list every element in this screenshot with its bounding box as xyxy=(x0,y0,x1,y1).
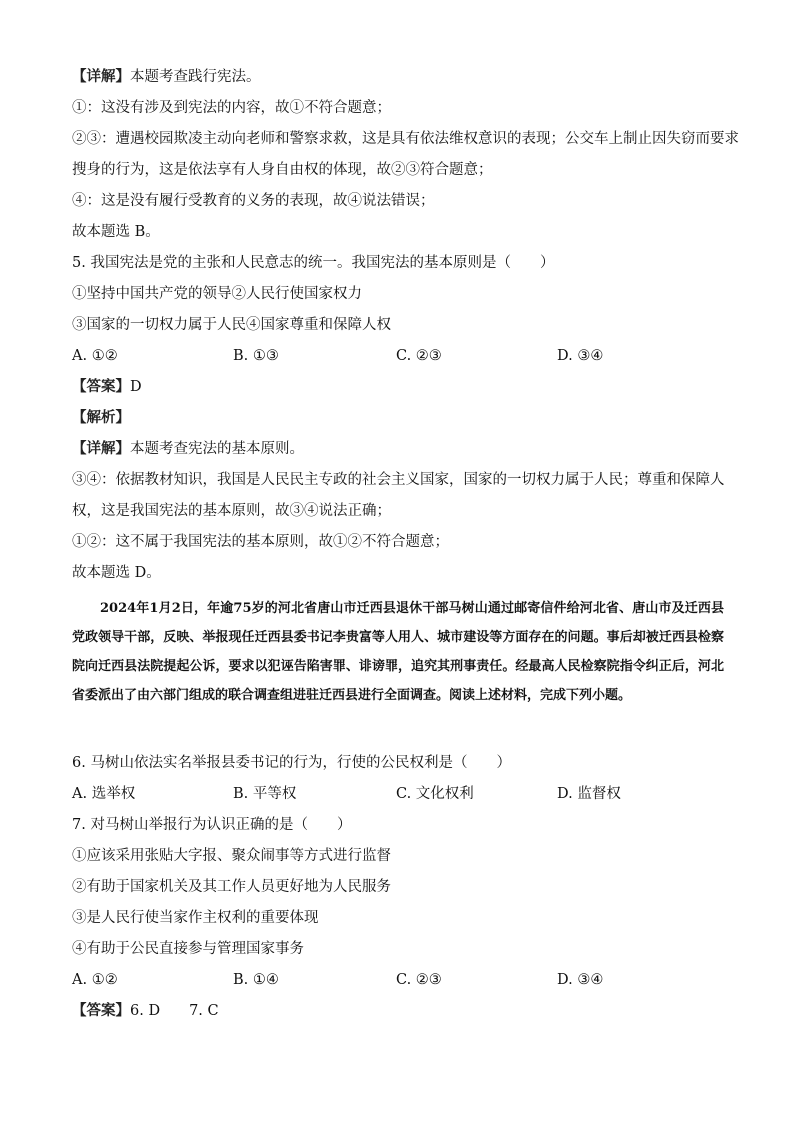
answer-line xyxy=(72,377,142,397)
question-5-item: ①坚持中国共产党的领导②人民行使国家权力 xyxy=(72,286,362,302)
question-7-item: ①应该采用张贴大字报、聚众闹事等方式进行监督 xyxy=(72,848,391,864)
option-d: D. 监督权 xyxy=(557,786,621,802)
option-c: C. ②③ xyxy=(396,348,442,364)
option-b: B. ①④ xyxy=(233,972,279,988)
option-c: C. 文化权利 xyxy=(396,786,474,802)
option-b: B. ①③ xyxy=(233,348,279,364)
detail-line: ③④：依据教材知识，我国是人民民主专政的社会主义国家，国家的一切权力属于人民；尊重和保障人 xyxy=(72,472,725,488)
option-a: A. 选举权 xyxy=(72,786,136,802)
detail-line: ①②：这不属于我国宪法的基本原则，故①②不符合题意； xyxy=(72,534,449,550)
option-c: C. ②③ xyxy=(396,972,442,988)
answer-tag: 【答案】 xyxy=(72,1002,130,1019)
question-7-item: ③是人民行使当家作主权利的重要体现 xyxy=(72,910,319,926)
question-7-item: ④有助于公民直接参与管理国家事务 xyxy=(72,941,304,957)
material-paragraph xyxy=(72,594,724,710)
detail-line: ②③：遭遇校园欺凌主动向老师和警察求救，这是具有依法维权意识的表现；公交车上制止因失窃而要求 xyxy=(72,131,739,147)
detail-heading xyxy=(72,67,261,87)
detail-conclusion: 故本题选 D。 xyxy=(72,565,161,581)
question-7-stem: 7. 对马树山举报行为认识正确的是（ ） xyxy=(72,817,352,833)
option-d: D. ③④ xyxy=(557,348,604,364)
detail-line: 搜身的行为，这是依法享有人身自由权的体现，故②③符合题意； xyxy=(72,162,493,178)
analysis-tag: 【解析】 xyxy=(72,409,130,426)
detail-line: 权，这是我国宪法的基本原则，故③④说法正确； xyxy=(72,503,391,519)
option-d: D. ③④ xyxy=(557,972,604,988)
analysis-heading xyxy=(72,408,130,428)
question-7-item: ②有助于国家机关及其工作人员更好地为人民服务 xyxy=(72,879,391,895)
detail-intro: 本题考查践行宪法。 xyxy=(130,69,261,85)
option-a: A. ①② xyxy=(72,972,118,988)
answer-line xyxy=(72,1001,219,1021)
question-5-stem: 5. 我国宪法是党的主张和人民意志的统一。我国宪法的基本原则是（ ） xyxy=(72,255,555,271)
question-6-stem: 6. 马树山依法实名举报县委书记的行为，行使的公民权利是（ ） xyxy=(72,755,511,771)
detail-tag: 【详解】 xyxy=(72,440,130,457)
detail-intro: 本题考查宪法的基本原则。 xyxy=(130,441,304,457)
detail-line: ①：这没有涉及到宪法的内容，故①不符合题意； xyxy=(72,100,391,116)
option-a: A. ①② xyxy=(72,348,118,364)
material-text: 2024年1月2日，年逾75岁的河北省唐山市迁西县退休干部马树山通过邮寄信件给河北省、唐山市及迁西县党政领导干部，反映、举报现任迁西县委书记李贵富等人用人、城市建设等方面存在的问题。事后却被迁西县检察院向迁西县法院提起公诉，要求以犯诬告陷害罪、诽谤罪，追究其刑事责任。经最高人民检察院指令纠正后，河北省委派出了由六部门组成的联合调查组进驻迁西县进行全面调查。阅读上述材料，完成下列小题。 xyxy=(72,601,724,703)
answer-value: 6. D 7. C xyxy=(130,1003,219,1019)
detail-heading xyxy=(72,439,304,459)
answer-tag: 【答案】 xyxy=(72,378,130,395)
detail-tag: 【详解】 xyxy=(72,68,130,85)
answer-value: D xyxy=(130,379,142,395)
question-5-item: ③国家的一切权力属于人民④国家尊重和保障人权 xyxy=(72,317,391,333)
detail-conclusion: 故本题选 B。 xyxy=(72,224,160,240)
option-b: B. 平等权 xyxy=(233,786,297,802)
detail-line: ④：这是没有履行受教育的义务的表现，故④说法错误； xyxy=(72,193,435,209)
